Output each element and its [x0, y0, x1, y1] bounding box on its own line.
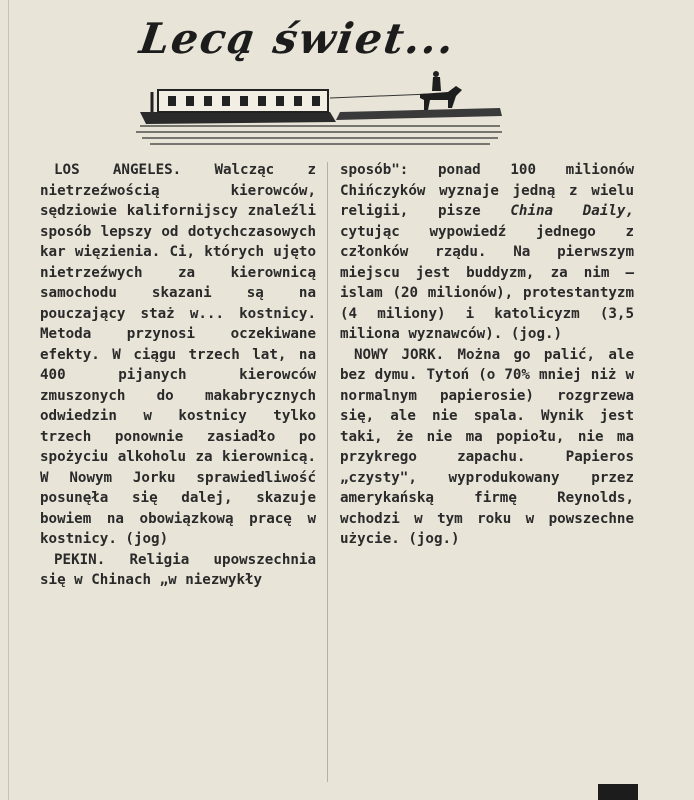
- article-text: sposób": ponad 100 milionów Chińczyków wyznaje jedną z wielu religii, pisze: [340, 162, 634, 219]
- dateline-los-angeles: LOS ANGELES.: [54, 162, 182, 178]
- column-title: Lecą świet...: [136, 14, 459, 63]
- article-text: Walcząc z nietrzeźwością kierowców, sędziowie kalifornijscy znaleźli sposób lepszy od dotychczasowych kar więzienia. Ci, których ujęto nietrzeźwych za kierownicą samochodu skazani są na pouczający staż w... kostnicy. Metoda przynosi oczekiwane efekty. W ciągu trzech lat, na 400 pijanych kierowców zmuszonych do makabrycznych odwiedzin w kostnicy tylko trzech ponownie zasiadło po spożyciu alkoholu za kierownicą. W Nowym Jorku sprawiedliwość posunęła się dalej, skazuje bowiem na obowiązkową pracę w kostnicy. (jog): [40, 162, 317, 547]
- article-text: Można go palić, ale bez dymu. Tytoń (o 70% mniej niż w normalnym papierosie) rozgrzewa się, ale nie spala. Wynik jest taki, że nie ma popiołu, nie ma przykrego zapachu. Papieros „czysty", wyprodukowany przez amerykańską firmę Reynolds, wchodzi w tym roku w powszechne użycie. (jog.): [340, 346, 634, 547]
- boat-and-horse-illustration: [130, 64, 510, 154]
- source-name: China Daily,: [510, 203, 634, 219]
- page-number-fragment: [598, 784, 638, 800]
- article-los-angeles: [40, 160, 316, 550]
- left-column: [40, 160, 316, 591]
- article-text: cytując wypowiedź jednego z członków rządu. Na pierwszym miejscu jest buddyzm, za nim — islam (20 milionów), protestantyzm (4 miliony) i katolicyzm (3,5 miliona wyznawców). (jog.): [340, 223, 634, 342]
- article-text: Religia upowszechnia się w Chinach „w niezwykły: [40, 551, 316, 588]
- page-edge-line: [8, 0, 9, 800]
- dateline-pekin: PEKIN.: [54, 551, 106, 568]
- article-pekin: [40, 550, 316, 591]
- column-divider: [327, 162, 328, 782]
- dateline-nowy-jork: NOWY JORK.: [354, 346, 445, 363]
- article-nowy-jork: [340, 345, 634, 550]
- right-column: [340, 160, 634, 550]
- article-pekin-continued: [340, 160, 634, 345]
